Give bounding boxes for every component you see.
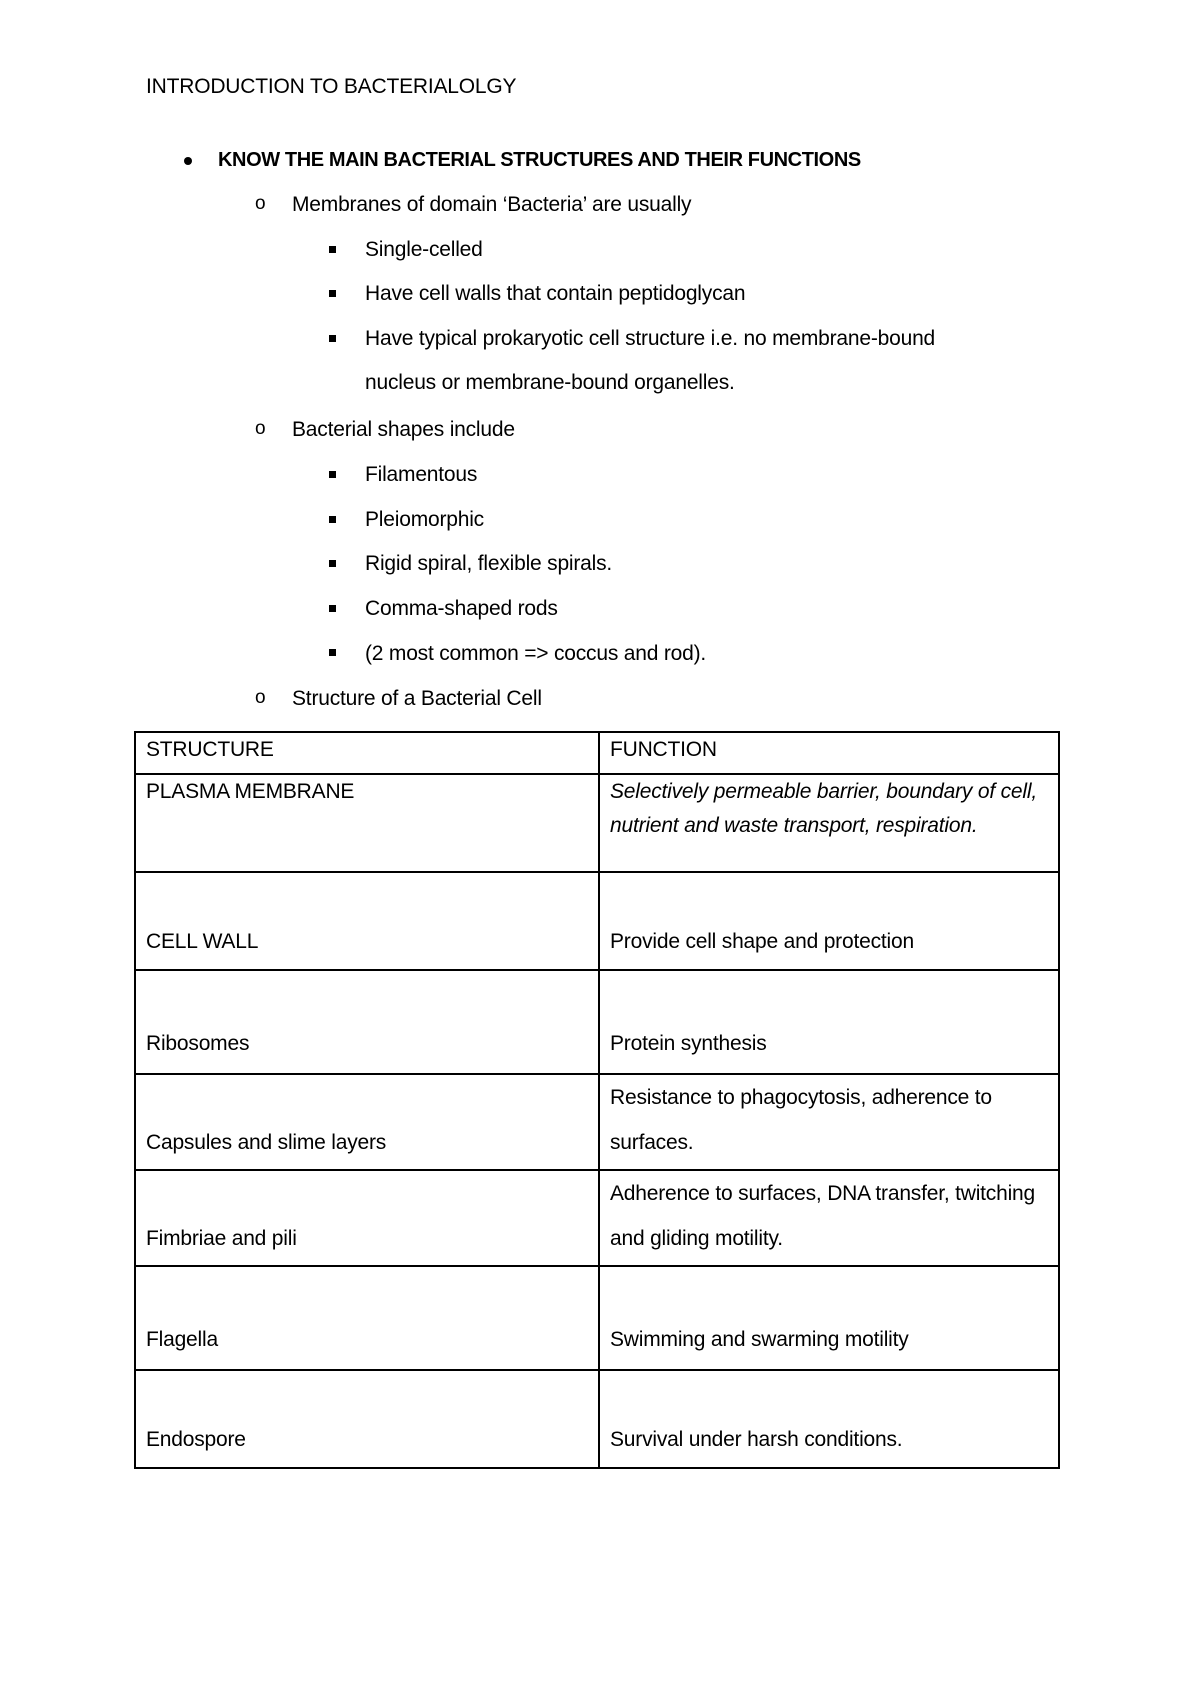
table-row	[135, 1170, 1059, 1266]
table-row	[135, 970, 1059, 1074]
structure-cell: Fimbriae and pili	[135, 1170, 599, 1266]
function-cell: Swimming and swarming motility	[599, 1266, 1059, 1370]
table-row	[135, 1370, 1059, 1468]
bullet-circle-icon: o	[255, 193, 266, 214]
bullet-circle-icon: o	[255, 418, 266, 439]
function-cell: Protein synthesis	[599, 970, 1059, 1074]
structure-cell: Ribosomes	[135, 970, 599, 1074]
table-row	[135, 872, 1059, 970]
table-row	[135, 1266, 1059, 1370]
function-cell: Resistance to phagocytosis, adherence to surfaces.	[599, 1074, 1059, 1170]
bullet-square-icon	[329, 335, 336, 342]
function-cell: Selectively permeable barrier, boundary of cell, nutrient and waste transport, respiration.	[599, 774, 1059, 872]
structure-cell: PLASMA MEMBRANE	[135, 774, 599, 872]
structure-cell: CELL WALL	[135, 872, 599, 970]
list-item: Single-celled	[365, 238, 483, 261]
section1-label: Membranes of domain ‘Bacteria’ are usually	[292, 193, 692, 216]
list-item: Comma-shaped rods	[365, 597, 558, 620]
list-item: Have typical prokaryotic cell structure i.e. no membrane-bound	[365, 327, 936, 350]
section2-label: Bacterial shapes include	[292, 418, 515, 441]
function-cell: Survival under harsh conditions.	[599, 1370, 1059, 1468]
bullet-square-icon	[329, 516, 336, 523]
list-item: (2 most common => coccus and rod).	[365, 642, 707, 665]
section3-label: Structure of a Bacterial Cell	[292, 687, 542, 710]
list-item: Rigid spiral, flexible spirals.	[365, 552, 613, 575]
structure-cell: Endospore	[135, 1370, 599, 1468]
table-header-row	[135, 732, 1059, 774]
bullet-square-icon	[329, 560, 336, 567]
bullet-square-icon	[329, 649, 336, 656]
bullet-disc-icon	[184, 157, 192, 165]
table-row	[135, 774, 1059, 872]
bullet-circle-icon: o	[255, 687, 266, 708]
main-heading: KNOW THE MAIN BACTERIAL STRUCTURES AND THEIR FUNCTIONS	[218, 149, 861, 171]
page-title: INTRODUCTION TO BACTERIALOLGY	[146, 75, 517, 98]
list-item: Have cell walls that contain peptidoglycan	[365, 282, 746, 305]
bullet-square-icon	[329, 290, 336, 297]
function-cell: Adherence to surfaces, DNA transfer, twitching and gliding motility.	[599, 1170, 1059, 1266]
table-header-cell: STRUCTURE	[135, 732, 599, 774]
function-cell: Provide cell shape and protection	[599, 872, 1059, 970]
list-item-continuation: nucleus or membrane-bound organelles.	[365, 371, 735, 394]
bullet-square-icon	[329, 246, 336, 253]
structure-cell: Capsules and slime layers	[135, 1074, 599, 1170]
bullet-square-icon	[329, 605, 336, 612]
list-item: Filamentous	[365, 463, 478, 486]
table-row	[135, 1074, 1059, 1170]
list-item: Pleiomorphic	[365, 508, 484, 531]
bullet-square-icon	[329, 471, 336, 478]
structure-function-table	[134, 731, 1060, 1469]
structure-cell: Flagella	[135, 1266, 599, 1370]
table-header-cell: FUNCTION	[599, 732, 1059, 774]
